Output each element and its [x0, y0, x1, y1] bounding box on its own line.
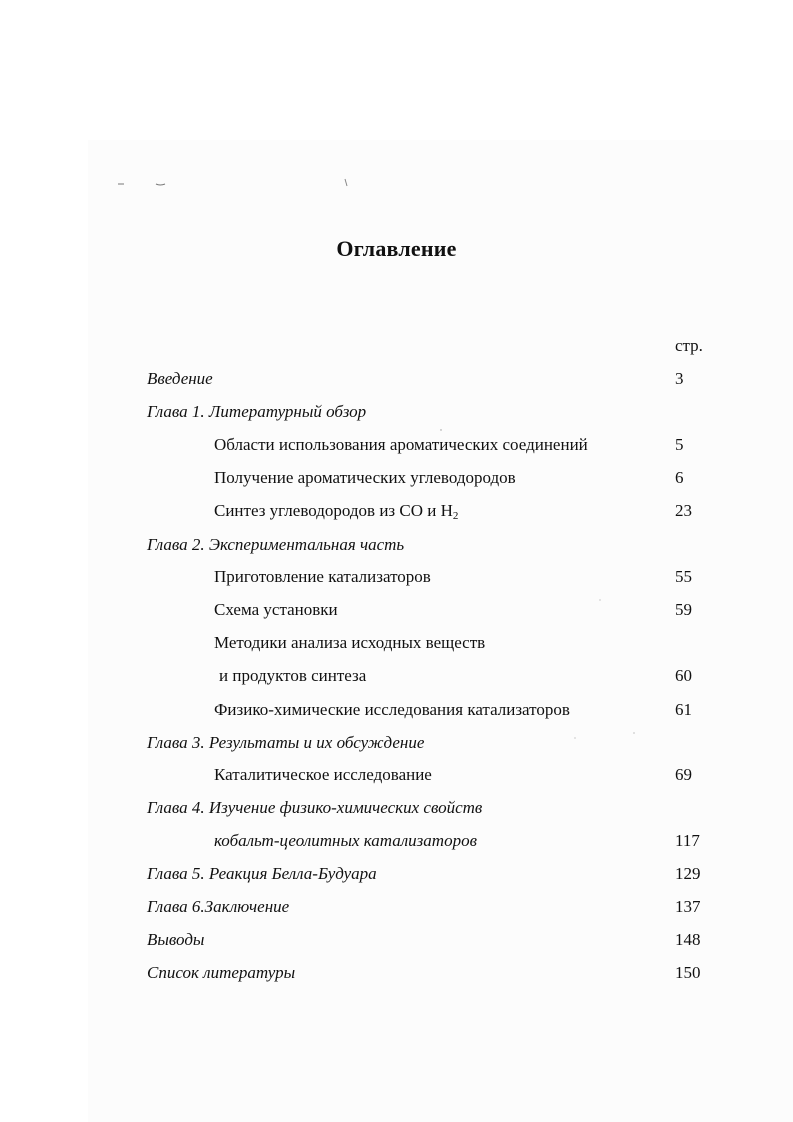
toc-chapter-heading — [0, 532, 793, 558]
toc-entry-page: 137 — [675, 897, 701, 916]
toc-chapter-heading — [0, 861, 793, 887]
toc-entry-page: 150 — [675, 963, 701, 982]
toc-entry-title: Получение ароматических углеводородов — [214, 468, 516, 487]
toc-entry — [0, 630, 793, 656]
toc-entry — [0, 432, 793, 458]
toc-entry-page: 3 — [675, 369, 684, 388]
toc-entry — [0, 762, 793, 788]
toc-entry-title-with-formula — [214, 498, 458, 524]
toc-entry — [0, 465, 793, 491]
toc-entry — [0, 498, 793, 524]
toc-entry-title: Глава 1. Литературный обзор — [147, 402, 367, 421]
page-title: Оглавление — [336, 236, 457, 261]
toc-entry-page: 117 — [675, 831, 700, 850]
toc-entry-title: Каталитическое исследование — [214, 765, 432, 784]
toc-entry-title: Физико-химические исследования катализаторов — [214, 700, 570, 719]
pages-column-label: стр. — [675, 336, 703, 355]
toc-chapter-heading — [0, 730, 793, 756]
toc-chapter-heading — [0, 399, 793, 425]
toc-entry-title: кобальт-цеолитных катализаторов — [214, 831, 477, 850]
toc-entry — [0, 960, 793, 986]
toc-entry-page: 59 — [675, 600, 692, 619]
toc-entry-title: Глава 5. Реакция Белла-Будуара — [147, 864, 377, 883]
toc-chapter-heading — [0, 795, 793, 821]
toc-entry-title: Глава 4. Изучение физико-химических свойств — [147, 798, 483, 817]
toc-entry-page: 69 — [675, 765, 692, 784]
toc-entry-title: и продуктов синтеза — [219, 666, 367, 685]
toc-entry-page: 129 — [675, 864, 701, 883]
toc-entry-title: Введение — [147, 369, 213, 388]
toc-entry-title: Глава 2. Экспериментальная часть — [147, 535, 405, 554]
toc-entry — [0, 597, 793, 623]
toc-entry-page: 148 — [675, 930, 701, 949]
toc-entry-title: Методики анализа исходных веществ — [214, 633, 486, 652]
formula-subscript: 2 — [452, 510, 459, 522]
toc-entry — [0, 927, 793, 953]
toc-entry-page: 60 — [675, 666, 692, 685]
toc-entry-title: Глава 3. Результаты и их обсуждение — [147, 733, 425, 752]
toc-entry — [0, 697, 793, 723]
toc-entry-page: 5 — [675, 435, 684, 454]
toc-entry-title: Синтез углеводородов из СО и Н — [214, 501, 453, 520]
toc-entry-title: Приготовление катализаторов — [214, 567, 431, 586]
toc-entry-page: 61 — [675, 700, 692, 719]
toc-entry-title: Выводы — [147, 930, 205, 949]
toc-entry — [0, 828, 793, 854]
toc-entry-title: Список литературы — [147, 963, 296, 982]
toc-entry-title: Схема установки — [214, 600, 338, 619]
toc-entry — [0, 366, 793, 392]
toc-entry-page: 6 — [675, 468, 684, 487]
toc-chapter-heading — [0, 894, 793, 920]
toc-entry — [0, 564, 793, 590]
toc-entry-page: 23 — [675, 501, 692, 520]
toc-entry-title: Глава 6.Заключение — [147, 897, 290, 916]
toc-entry-title: Области использования ароматических соединений — [214, 435, 588, 454]
toc-entry — [0, 663, 793, 689]
toc-entry-page: 55 — [675, 567, 692, 586]
